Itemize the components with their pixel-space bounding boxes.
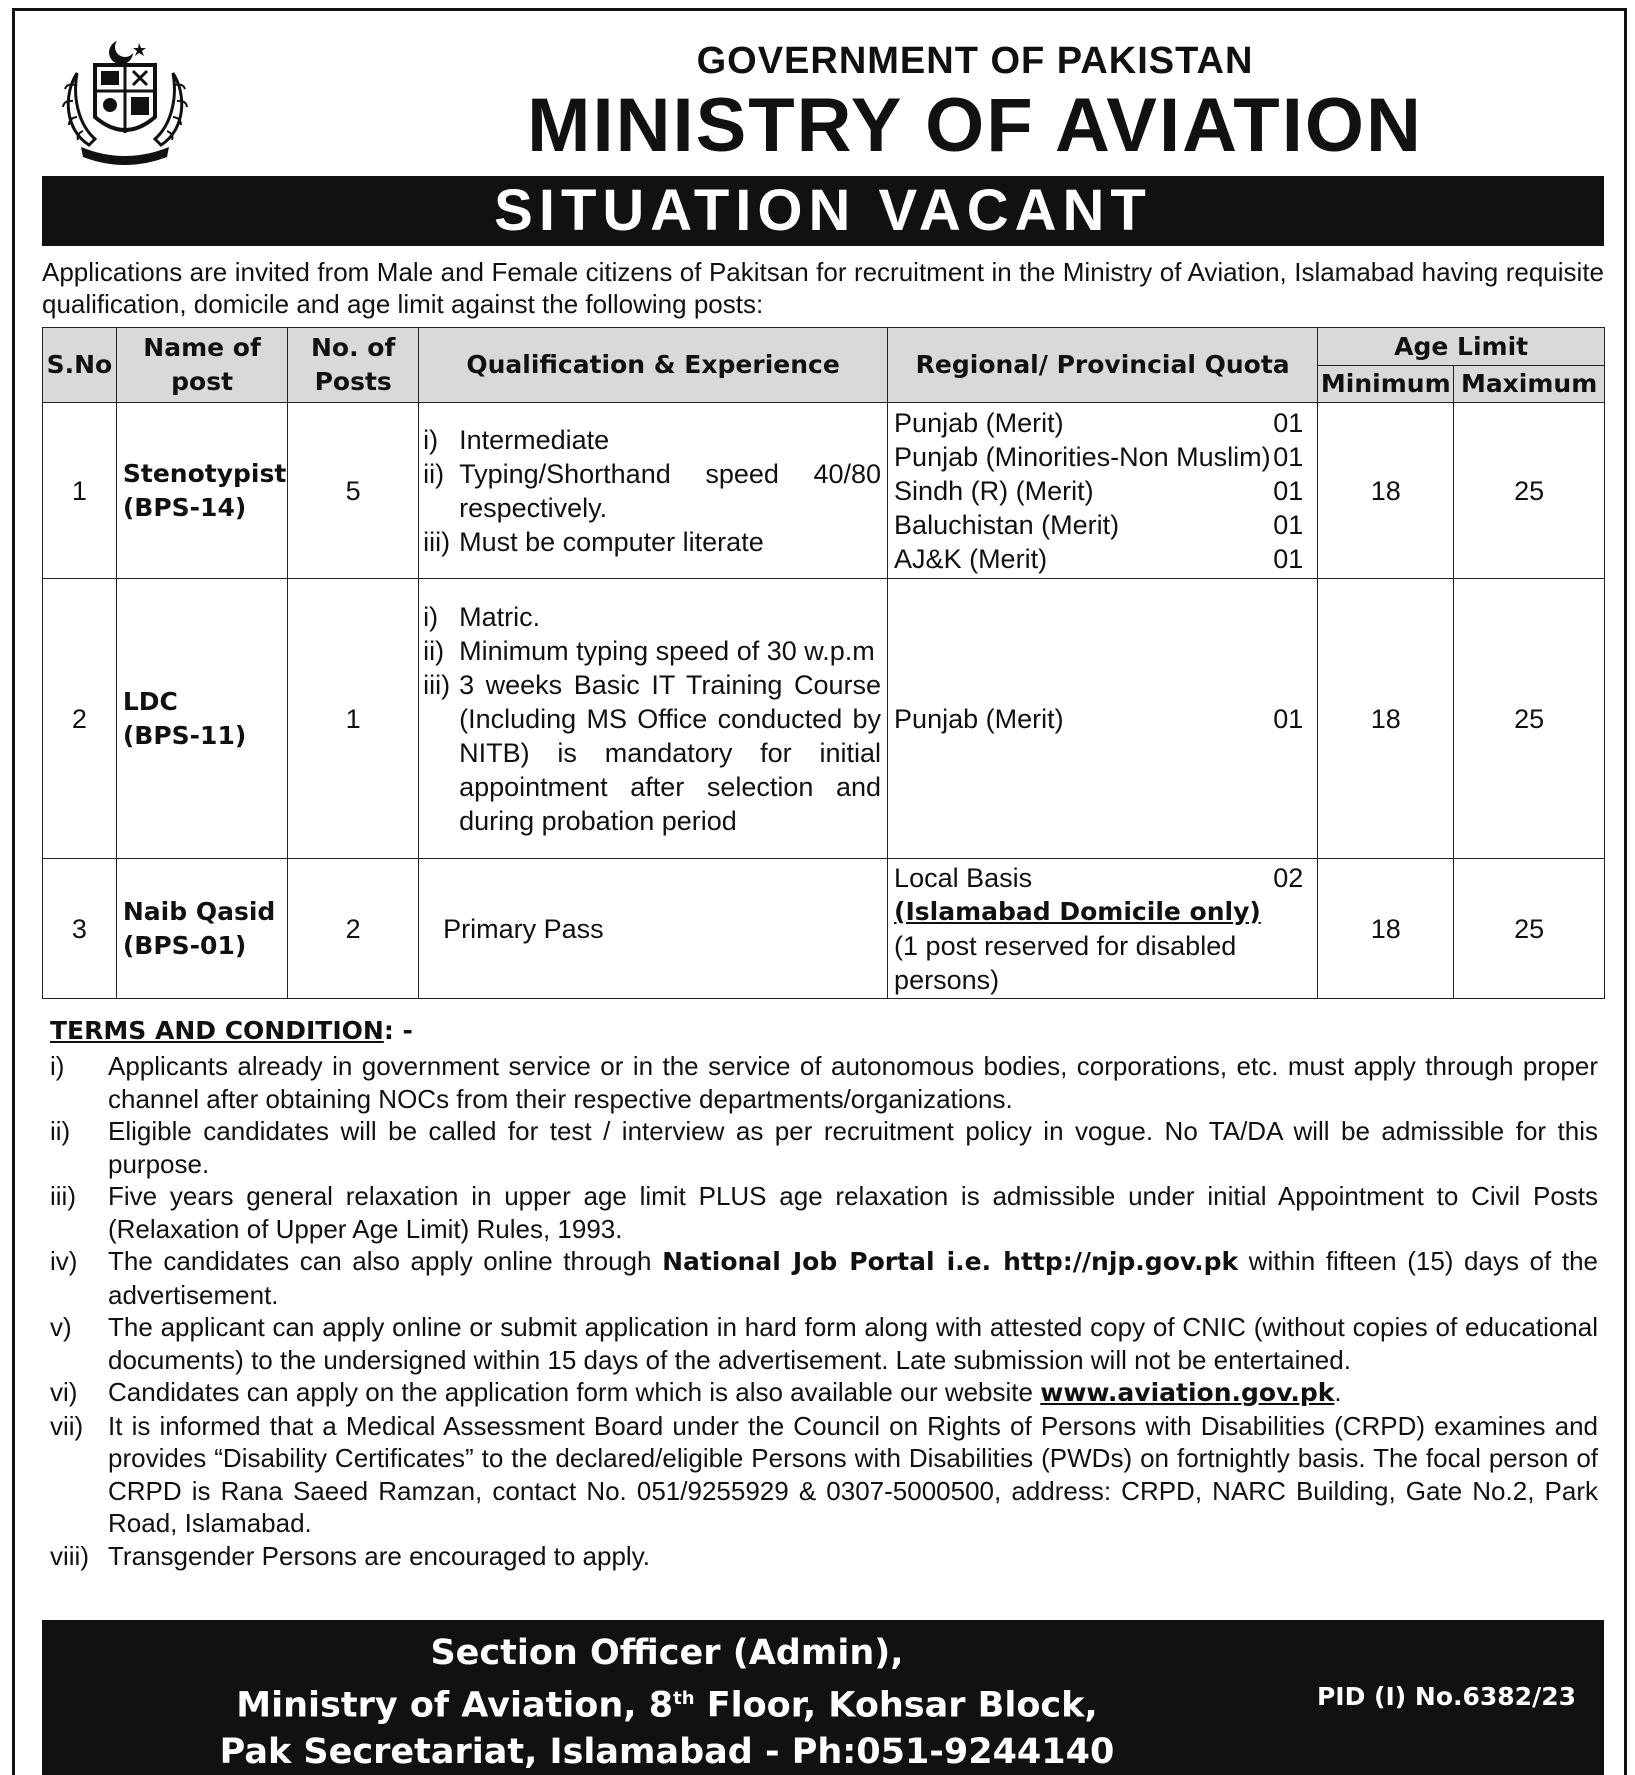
header-age-limit: Age Limit [1318, 328, 1605, 366]
cell-sno: 1 [43, 403, 117, 579]
qualification-item: ii) Typing/Shorthand speed 40/80 respectively. [423, 458, 882, 523]
list-item: iv) The candidates can also apply online through National Job Portal i.e. http://njp.gov.pk within fifteen (15) days of the advertisement. [50, 1246, 1598, 1310]
qualification-item: ii) Minimum typing speed of 30 w.p.m [423, 635, 875, 666]
quota-item: Punjab (Merit) 01 [894, 407, 1304, 438]
post-title: Naib Qasid [122, 896, 276, 926]
list-item: i) Applicants already in government service or in the service of autonomous bodies, corporations, etc. must apply through proper channel after obtaining NOCs from their respective departments/organizations. [50, 1051, 1598, 1114]
footer-ministry-line: Ministry of Aviation, 8th Floor, Kohsar Block, [236, 1685, 1098, 1726]
cell-age-max: 25 [1454, 579, 1605, 859]
cell-no-of-posts: 1 [288, 579, 419, 859]
table-row [43, 579, 1605, 859]
post-title: LDC [122, 686, 178, 716]
cell-post-name [116, 579, 287, 859]
footer-contact-block [42, 1620, 1604, 1775]
terms-list [50, 1050, 1598, 1572]
cell-age-max: 25 [1454, 859, 1605, 999]
quota-disabled-note: (1 post reserved for disabled persons) [894, 930, 1237, 995]
ministry-title: MINISTRY OF AVIATION [527, 83, 1423, 168]
cell-quota [888, 859, 1318, 999]
quota-item: AJ&K (Merit) 01 [894, 543, 1304, 574]
list-item: v) The applicant can apply online or submit application in hard form along with attested copy of CNIC (without copies of educational documents) to the undersigned within 15 days of the advertisement. Late submission will not be entertained. [50, 1312, 1598, 1375]
cell-qualification: Primary Pass [419, 859, 888, 999]
terms-heading: TERMS AND CONDITION: - [50, 1016, 413, 1045]
cell-quota [888, 579, 1318, 859]
cell-age-min: 18 [1318, 859, 1454, 999]
post-grade: (BPS-11) [122, 720, 247, 750]
qualification-item: iii) 3 weeks Basic IT Training Course (Including MS Office conducted by NITB) is mandatory for initial appointment after selection and during probation period [423, 669, 882, 836]
table-row [43, 859, 1605, 999]
header-age-minimum: Minimum [1318, 366, 1454, 403]
quota-item: Punjab (Merit) 01 [894, 703, 1304, 734]
cell-post-name [116, 859, 287, 999]
footer-secretariat-phone: Pak Secretariat, Islamabad - Ph:051-9244140 [219, 1731, 1115, 1772]
header-age-maximum: Maximum [1454, 366, 1605, 403]
list-item: vi) Candidates can apply on the application form which is also available our website www.aviation.gov.pk. [50, 1377, 1342, 1407]
list-item: vii) It is informed that a Medical Assessment Board under the Council on Rights of Persons with Disabilities (CRPD) examines and provides “Disability Certificates” to the declared/eligible Persons with Disabilities (PWDs) on fortnightly basis. The focal person of CRPD is Rana Saeed Ramzan, contact No. 051/9255929 & 0307-5000500, address: CRPD, NARC Building, Gate No.2, Park Road, Islamabad. [50, 1410, 1598, 1538]
situation-vacant-banner: SITUATION VACANT [42, 176, 1604, 246]
list-item: iii) Five years general relaxation in upper age limit PLUS age relaxation is admissible under initial Appointment to Civil Posts (Relaxation of Upper Age Limit) Rules, 1993. [50, 1181, 1598, 1244]
cell-age-min: 18 [1318, 403, 1454, 579]
list-item: viii) Transgender Persons are encouraged to apply. [50, 1540, 651, 1571]
quota-item: Baluchistan (Merit) 01 [894, 509, 1304, 540]
cell-post-name [116, 403, 287, 579]
cell-no-of-posts: 2 [288, 859, 419, 999]
quota-domicile-note: (Islamabad Domicile only) [894, 896, 1261, 926]
header-qualification: Qualification & Experience [419, 328, 888, 403]
quota-item: Punjab (Minorities-Non Muslim) 01 [894, 441, 1304, 472]
quota-item: Sindh (R) (Merit) 01 [894, 475, 1304, 506]
post-title: Stenotypist [122, 458, 287, 488]
header-quota: Regional/ Provincial Quota [888, 328, 1318, 403]
intro-paragraph: Applications are invited from Male and Female citizens of Pakitsan for recruitment in the Ministry of Aviation, Islamabad having requisite qualification, domicile and age limit against the following posts: [42, 257, 1604, 319]
njp-portal-link[interactable]: National Job Portal i.e. http://njp.gov.pk [662, 1247, 1239, 1276]
post-grade: (BPS-14) [122, 492, 247, 522]
qualification-item: i) Intermediate [423, 424, 610, 455]
header-no-of-posts: No. of Posts [288, 328, 419, 403]
header-sno: S.No [43, 328, 117, 403]
cell-no-of-posts: 5 [288, 403, 419, 579]
cell-quota [888, 403, 1318, 579]
pid-number: PID (I) No.6382/23 [1316, 1682, 1576, 1711]
table-row [43, 403, 1605, 579]
cell-qualification [419, 403, 888, 579]
state-emblem-icon [55, 35, 195, 170]
qualification-item: iii) Must be computer literate [423, 526, 764, 557]
cell-sno: 2 [43, 579, 117, 859]
quota-item: Local Basis 02 [894, 862, 1304, 893]
government-title: GOVERNMENT OF PAKISTAN [696, 40, 1254, 82]
post-grade: (BPS-01) [122, 930, 247, 960]
cell-qualification [419, 579, 888, 859]
aviation-website-link[interactable]: www.aviation.gov.pk [1040, 1378, 1335, 1407]
cell-age-max: 25 [1454, 403, 1605, 579]
header-name-of-post: Name of post [116, 328, 287, 403]
cell-age-min: 18 [1318, 579, 1454, 859]
footer-designation: Section Officer (Admin), [430, 1633, 904, 1673]
qualification-item: i) Matric. [423, 601, 541, 632]
cell-sno: 3 [43, 859, 117, 999]
list-item: ii) Eligible candidates will be called for test / interview as per recruitment policy in vogue. No TA/DA will be admissible for this purpose. [50, 1116, 1598, 1179]
footer-address [42, 1630, 1292, 1775]
posts-table [42, 327, 1605, 999]
